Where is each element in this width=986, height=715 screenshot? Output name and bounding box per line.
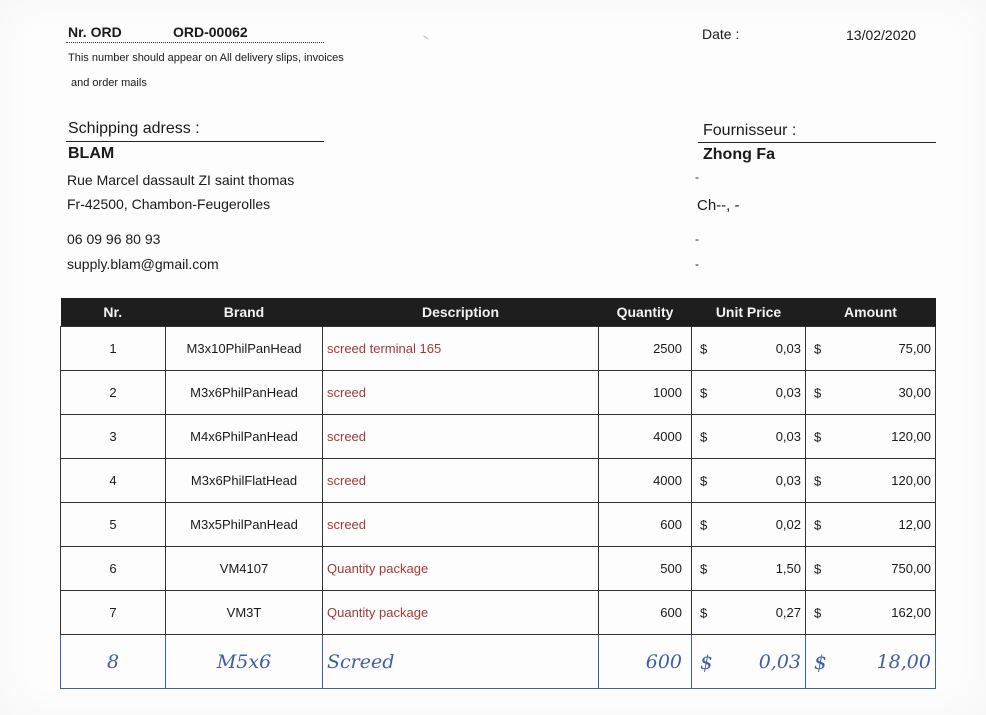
table-row <box>61 503 936 547</box>
cell-nr: 1 <box>61 327 166 371</box>
currency-symbol: $ <box>700 429 708 444</box>
header-quantity: Quantity <box>599 298 692 327</box>
table-row <box>61 547 936 591</box>
cell-quantity: 2500 <box>599 327 692 371</box>
currency-symbol: $ <box>814 385 822 400</box>
cell-description: Screed <box>323 635 599 689</box>
unit-price-value: 0,27 <box>775 605 801 620</box>
order-note-line1: This number should appear on All delivery slips, invoices <box>68 52 344 64</box>
cell-amount <box>806 635 936 689</box>
cell-description: screed <box>323 503 599 547</box>
cell-brand: M4x6PhilPanHead <box>166 415 323 459</box>
cell-description: screed <box>323 459 599 503</box>
supplier-label: Fournisseur : <box>703 122 797 139</box>
currency-symbol: $ <box>700 649 713 674</box>
unit-price-value: 0,03 <box>758 650 801 673</box>
unit-price-value: 1,50 <box>775 561 801 576</box>
unit-price-value: 0,03 <box>775 341 801 356</box>
cell-description: screed terminal 165 <box>323 327 599 371</box>
supplier-divider <box>698 142 936 143</box>
table-row <box>61 371 936 415</box>
cell-quantity: 4000 <box>599 459 692 503</box>
header-unit-price: Unit Price <box>692 298 806 327</box>
handwritten-table-row <box>61 635 936 689</box>
amount-value: 120,00 <box>891 429 931 444</box>
cell-description: screed <box>323 415 599 459</box>
supplier-name: Zhong Fa <box>703 146 775 163</box>
cell-amount <box>806 547 936 591</box>
order-items-table <box>60 298 936 689</box>
cell-amount <box>806 415 936 459</box>
amount-value: 30,00 <box>898 385 931 400</box>
currency-symbol: $ <box>814 517 822 532</box>
currency-symbol: $ <box>700 385 708 400</box>
cell-unit-price <box>692 327 806 371</box>
cell-quantity: 600 <box>599 635 692 689</box>
cell-nr: 8 <box>61 635 166 689</box>
header-nr: Nr. <box>61 298 166 327</box>
header-brand: Brand <box>166 298 323 327</box>
shipping-divider <box>66 141 324 142</box>
cell-unit-price <box>692 415 806 459</box>
cell-amount <box>806 327 936 371</box>
cell-nr: 6 <box>61 547 166 591</box>
cell-quantity: 500 <box>599 547 692 591</box>
cell-unit-price <box>692 503 806 547</box>
currency-symbol: $ <box>814 341 822 356</box>
amount-value: 120,00 <box>891 473 931 488</box>
cell-unit-price <box>692 371 806 415</box>
cell-brand: M3x6PhilPanHead <box>166 371 323 415</box>
currency-symbol: $ <box>814 473 822 488</box>
cell-brand: M3x6PhilFlatHead <box>166 459 323 503</box>
amount-value: 12,00 <box>898 517 931 532</box>
supplier-placeholder-2: - <box>695 232 699 246</box>
order-number-label: Nr. ORD <box>68 24 122 40</box>
unit-price-value: 0,03 <box>775 429 801 444</box>
cell-unit-price <box>692 591 806 635</box>
supplier-placeholder-3: - <box>695 257 699 271</box>
table-row <box>61 327 936 371</box>
cell-brand: M3x5PhilPanHead <box>166 503 323 547</box>
header-amount: Amount <box>806 298 936 327</box>
shipping-company-name: BLAM <box>68 145 115 162</box>
cell-nr: 4 <box>61 459 166 503</box>
date-value: 13/02/2020 <box>846 27 917 43</box>
cell-nr: 5 <box>61 503 166 547</box>
currency-symbol: $ <box>700 473 708 488</box>
cell-amount <box>806 591 936 635</box>
amount-value: 750,00 <box>891 561 931 576</box>
cell-quantity: 600 <box>599 591 692 635</box>
currency-symbol: $ <box>700 561 708 576</box>
order-note-line2: and order mails <box>71 77 147 89</box>
shipping-address-line2: Fr-42500, Chambon-Feugerolles <box>67 196 271 212</box>
supplier-city: Ch--, - <box>697 197 740 214</box>
cell-description: screed <box>323 371 599 415</box>
table-header-row <box>61 298 936 327</box>
cell-description: Quantity package <box>323 547 599 591</box>
unit-price-value: 0,02 <box>775 517 801 532</box>
header-description: Description <box>323 298 599 327</box>
cell-amount <box>806 503 936 547</box>
shipping-address-label: Schipping adress : <box>68 120 200 137</box>
currency-symbol: $ <box>814 429 822 444</box>
cell-quantity: 600 <box>599 503 692 547</box>
cell-amount <box>806 459 936 503</box>
amount-value: 75,00 <box>898 341 931 356</box>
cell-quantity: 1000 <box>599 371 692 415</box>
table-row <box>61 415 936 459</box>
currency-symbol: $ <box>700 517 708 532</box>
cell-nr: 7 <box>61 591 166 635</box>
cell-brand: M3x10PhilPanHead <box>166 327 323 371</box>
amount-value: 162,00 <box>891 605 931 620</box>
cell-unit-price <box>692 635 806 689</box>
order-number: ORD-00062 <box>173 24 248 40</box>
amount-value: 18,00 <box>876 650 931 673</box>
unit-price-value: 0,03 <box>775 385 801 400</box>
currency-symbol: $ <box>814 649 827 674</box>
cell-nr: 2 <box>61 371 166 415</box>
cell-unit-price <box>692 459 806 503</box>
stray-mark <box>423 35 428 39</box>
supplier-placeholder-1: - <box>695 170 699 184</box>
cell-amount <box>806 371 936 415</box>
cell-unit-price <box>692 547 806 591</box>
table-row <box>61 591 936 635</box>
cell-brand: M5x6 <box>166 635 323 689</box>
currency-symbol: $ <box>700 341 708 356</box>
cell-brand: VM3T <box>166 591 323 635</box>
currency-symbol: $ <box>700 605 708 620</box>
unit-price-value: 0,03 <box>775 473 801 488</box>
currency-symbol: $ <box>814 561 822 576</box>
shipping-address-line1: Rue Marcel dassault ZI saint thomas <box>67 172 295 188</box>
currency-symbol: $ <box>814 605 822 620</box>
cell-quantity: 4000 <box>599 415 692 459</box>
cell-description: Quantity package <box>323 591 599 635</box>
date-label: Date : <box>702 26 740 42</box>
cell-brand: VM4107 <box>166 547 323 591</box>
shipping-email: supply.blam@gmail.com <box>67 256 219 272</box>
order-number-underline <box>66 42 324 43</box>
table-row <box>61 459 936 503</box>
shipping-phone: 06 09 96 80 93 <box>67 231 161 247</box>
cell-nr: 3 <box>61 415 166 459</box>
